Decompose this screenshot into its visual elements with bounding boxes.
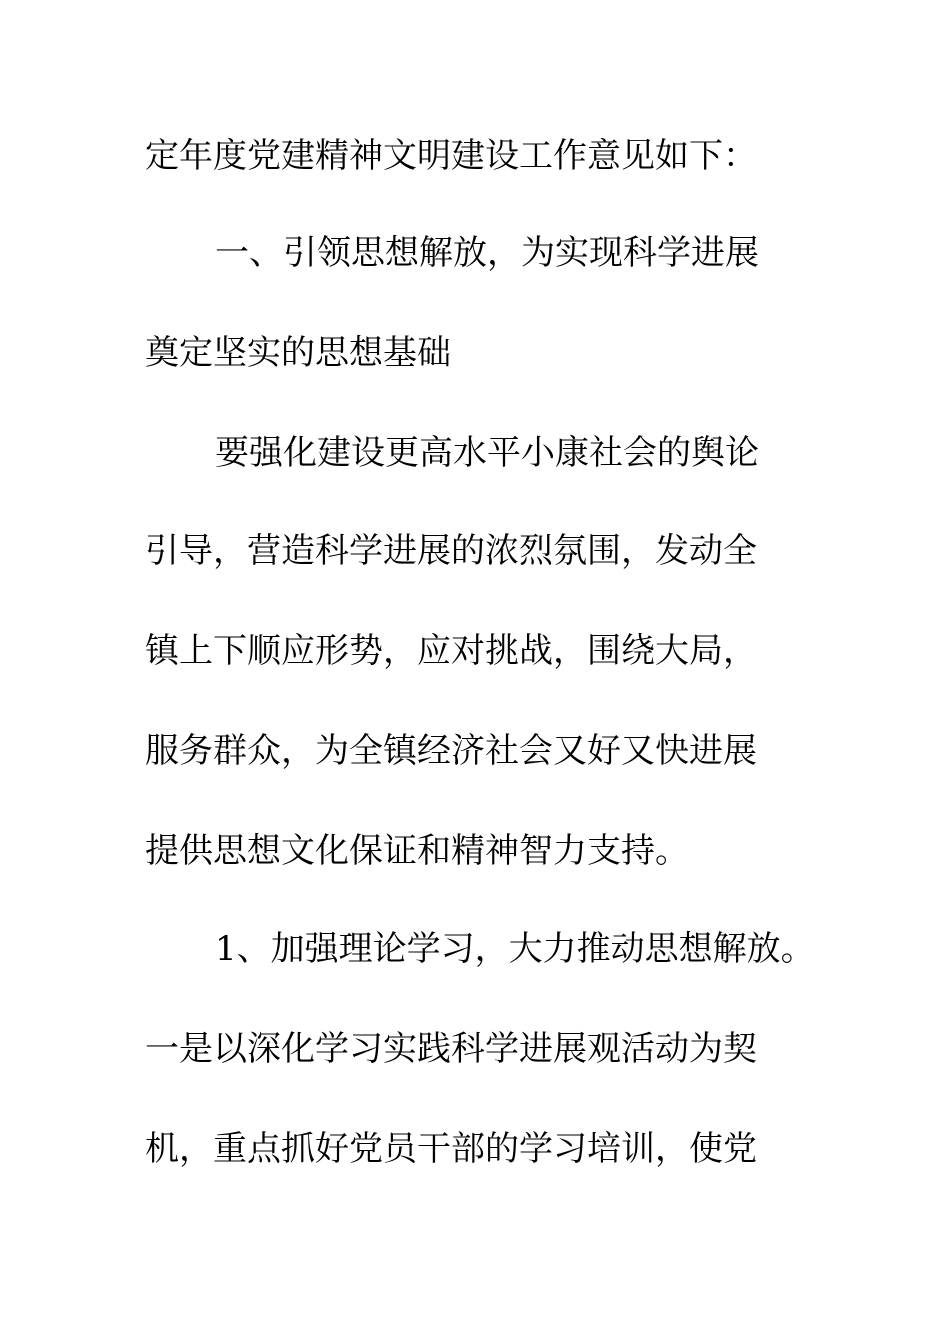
paragraph-2-line-2: 机，重点抓好党员干部的学习培训，使党: [145, 1129, 757, 1169]
text-line-1: 定年度党建精神文明建设工作意见如下：: [145, 136, 757, 176]
paragraph-1-line-5: 提供思想文化保证和精神智力支持。: [145, 831, 689, 871]
section-heading-1-line-1: 一、引领思想解放，为实现科学进展: [215, 233, 759, 273]
subsection-heading-1: 1、加强理论学习，大力推动思想解放。: [215, 929, 815, 969]
paragraph-2-line-1: 一是以深化学习实践科学进展观活动为契: [145, 1029, 757, 1069]
paragraph-1-line-2: 引导，营造科学进展的浓烈氛围，发动全: [145, 531, 757, 571]
paragraph-1-line-3: 镇上下顺应形势，应对挑战，围绕大局，: [145, 631, 757, 671]
paragraph-1-line-1: 要强化建设更高水平小康社会的舆论: [215, 433, 759, 473]
section-heading-1-line-2: 奠定坚实的思想基础: [145, 333, 451, 373]
paragraph-1-line-4: 服务群众，为全镇经济社会又好又快进展: [145, 731, 757, 771]
